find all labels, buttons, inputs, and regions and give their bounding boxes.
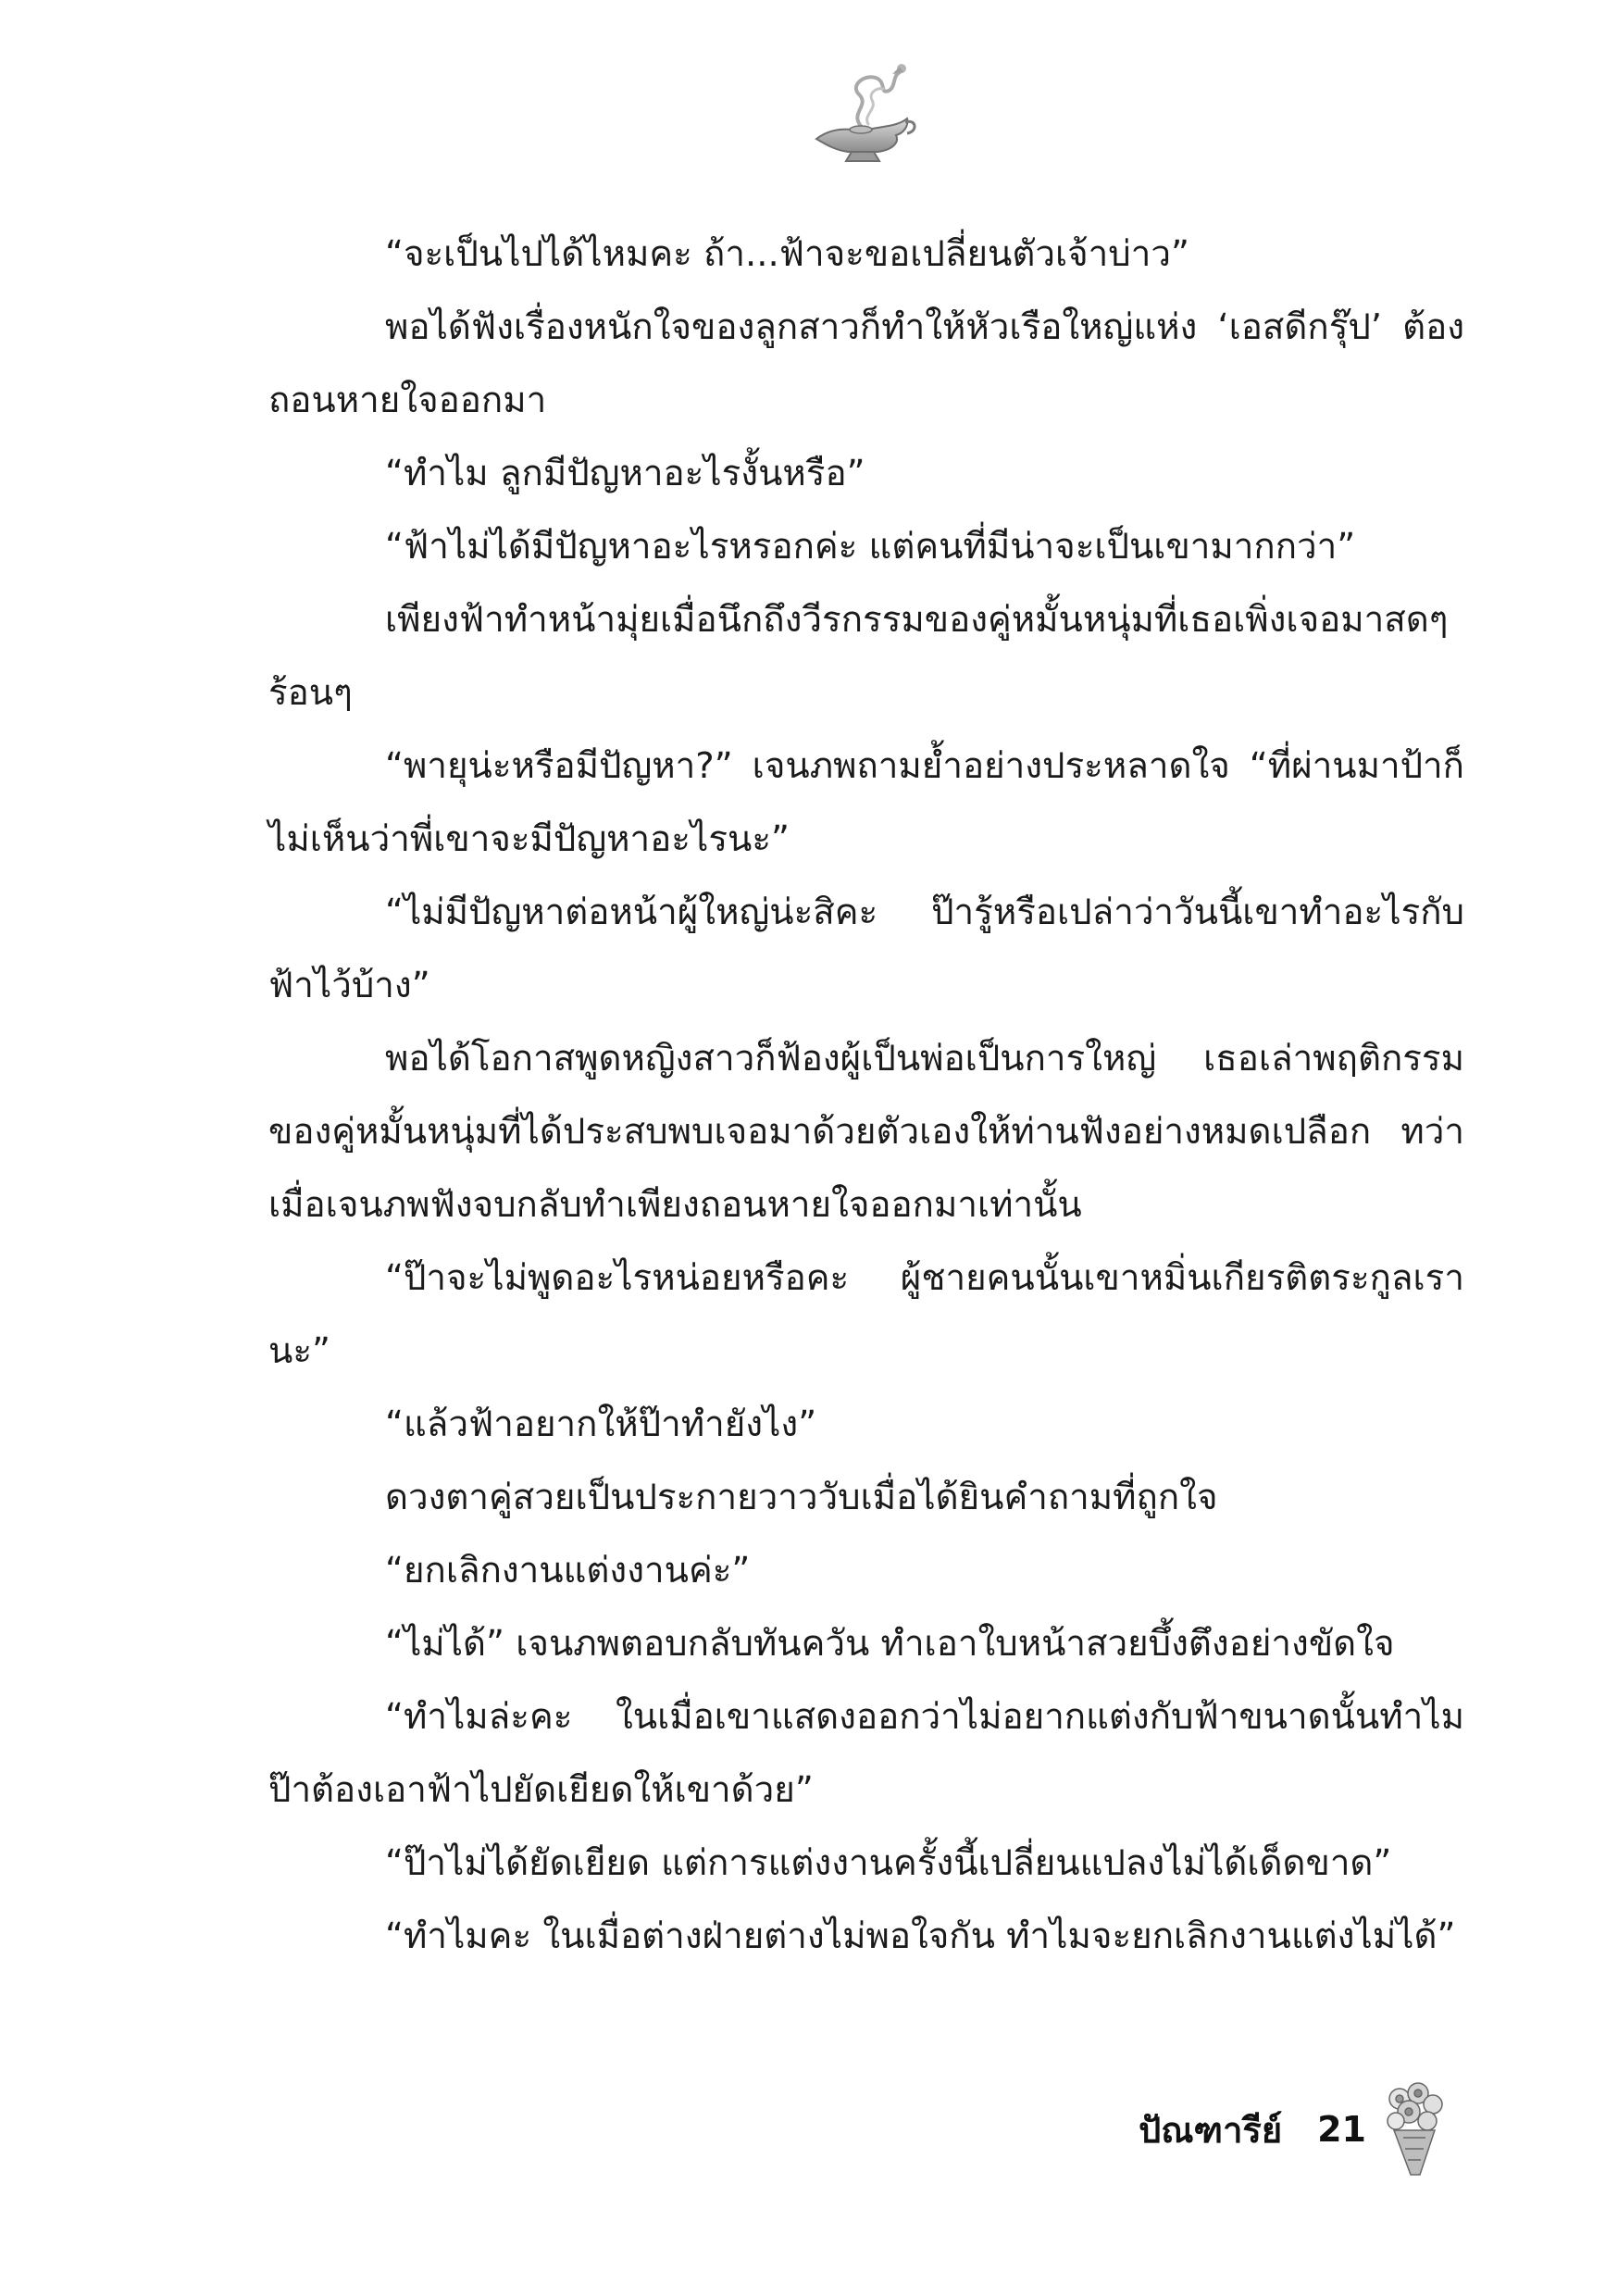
paragraph: “ไม่ได้” เจนภพตอบกลับทันควัน ทำเอาใบหน้าสวยบึ้งตึงอย่างขัดใจ [385,1623,1395,1665]
paragraph: “แล้วฟ้าอยากให้ป๊าทำยังไง” [385,1404,817,1445]
paragraph: เพียงฟ้าทำหน้ามุ่ยเมื่อนึกถึงวีรกรรมของคู่หมั้นหนุ่มที่เธอเพิ่งเจอมาสดๆ ร้อนๆ [268,599,1449,714]
paragraph: “จะเป็นไปได้ไหมคะ ถ้า...ฟ้าจะขอเปลี่ยนตัวเจ้าบ่าว” [385,233,1189,275]
genie-lamp-icon [803,54,924,174]
paragraph: พอได้ฟังเรื่องหนักใจของลูกสาวก็ทำให้หัวเรือใหญ่แห่ง ‘เอสดีกรุ๊ป’ ต้องถอนหายใจออกมา [268,306,1464,421]
paragraph: พอได้โอกาสพูดหญิงสาวก็ฟ้องผู้เป็นพ่อเป็นการใหญ่ เธอเล่าพฤติกรรมของคู่หมั้นหนุ่มที่ได้ประสบพบเจอมาด้วยตัวเองให้ท่านฟังอย่างหมดเปลือก ทว่าเมื่อเจนภพฟังจบกลับทำเพียงถอนหายใจออกมาเท่านั้น [268,1038,1464,1226]
paragraph: “ไม่มีปัญหาต่อหน้าผู้ใหญ่น่ะสิคะ ป๊ารู้หรือเปล่าว่าวันนี้เขาทำอะไรกับฟ้าไว้บ้าง” [268,892,1464,1006]
flower-bouquet-icon [1377,2078,1451,2180]
paragraph: “ป๊าจะไม่พูดอะไรหน่อยหรือคะ ผู้ชายคนนั้นเขาหมิ่นเกียรติตระกูลเรานะ” [268,1257,1464,1372]
paragraph: “ทำไมคะ ในเมื่อต่างฝ่ายต่างไม่พอใจกัน ทำไมจะยกเลิกงานแต่งไม่ได้” [385,1915,1456,1957]
book-title: ปัณฑารีย์ [1139,2109,1283,2151]
paragraph: “ป๊าไม่ได้ยัดเยียด แต่การแต่งงานครั้งนี้เปลี่ยนแปลงไม่ได้เด็ดขาด” [385,1842,1392,1884]
page-number: 21 [1317,2109,1366,2150]
paragraph: “ยกเลิกงานแต่งงานค่ะ” [385,1550,751,1591]
paragraph: “พายุน่ะหรือมีปัญหา?” เจนภพถามย้ำอย่างประหลาดใจ “ที่ผ่านมาป้าก็ไม่เห็นว่าพี่เขาจะมีปัญหาอะไรนะ” [268,745,1464,860]
paragraph: “ทำไมล่ะคะ ในเมื่อเขาแสดงออกว่าไม่อยากแต่งกับฟ้าขนาดนั้นทำไมป๊าต้องเอาฟ้าไปยัดเยียดให้เขาด้วย” [268,1696,1464,1811]
page-footer [1139,2074,1451,2185]
paragraph: “ทำไม ลูกมีปัญหาอะไรงั้นหรือ” [385,453,865,494]
paragraph: ดวงตาคู่สวยเป็นประกายวาววับเมื่อได้ยินคำถามที่ถูกใจ [385,1477,1218,1518]
paragraph: “ฟ้าไม่ได้มีปัญหาอะไรหรอกค่ะ แต่คนที่มีน่าจะเป็นเขามากกว่า” [385,526,1356,568]
story-text [268,218,1464,1973]
